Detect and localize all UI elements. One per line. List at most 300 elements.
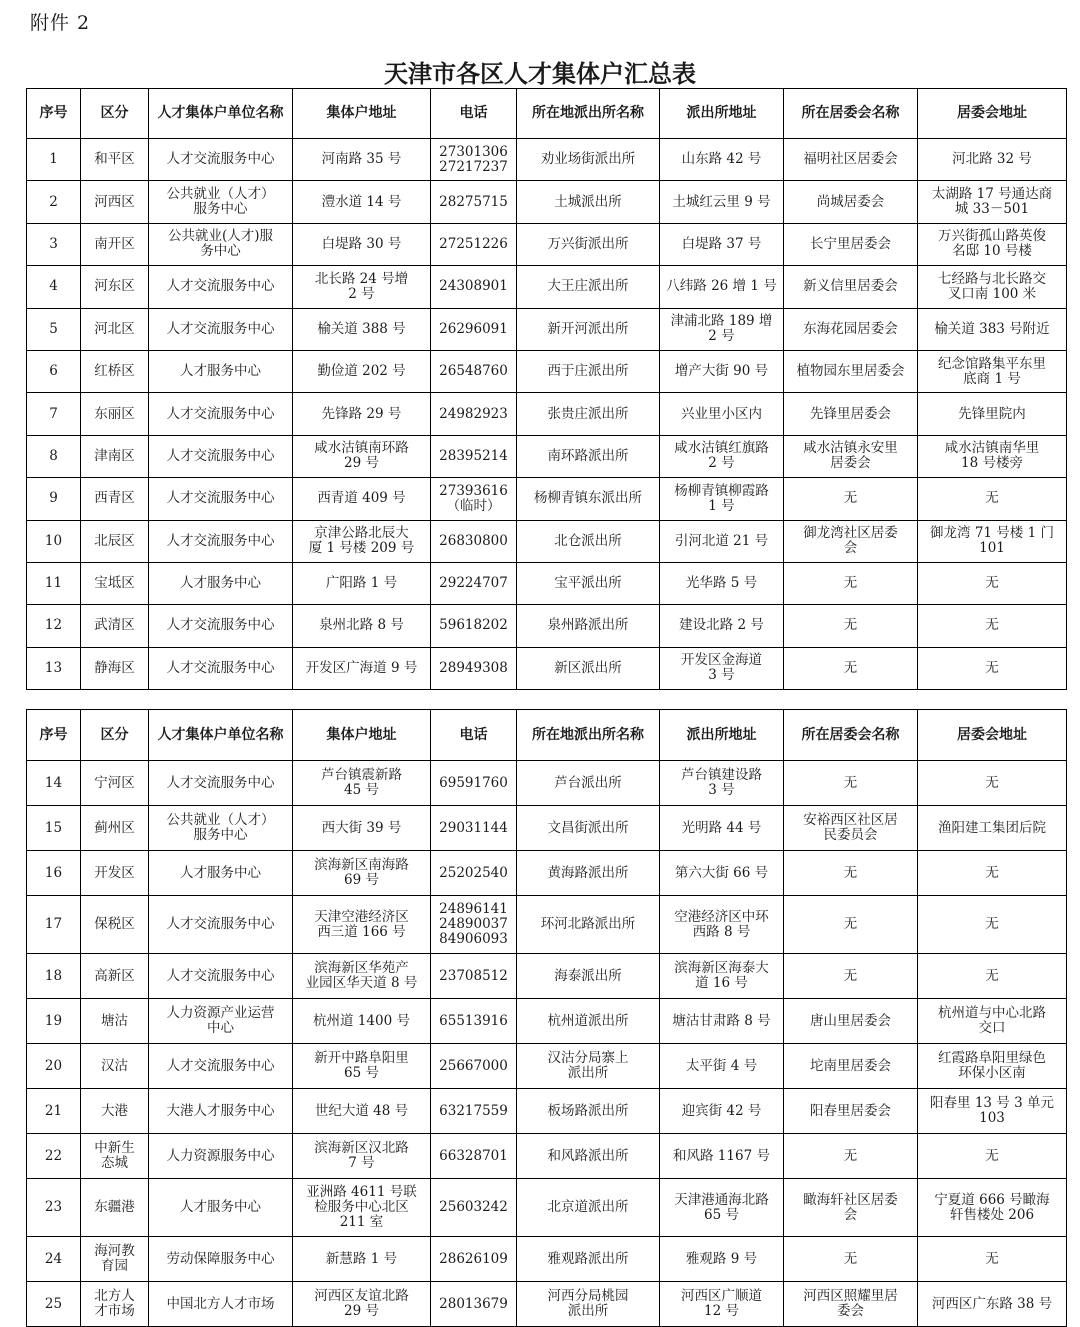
cell-serial-number: 11: [27, 562, 81, 604]
cell-serial-number: 3: [27, 223, 81, 265]
cell-line: 45 号: [344, 782, 379, 798]
cell-police-station: 宝平派出所: [517, 562, 660, 604]
cell-committee-name: 尚城居委会: [784, 181, 918, 223]
cell-committee-name: 植物园东里居委会: [784, 350, 918, 392]
cell-unit-name: 人才服务中心: [149, 350, 293, 392]
cell-committee-name: 无: [784, 1237, 918, 1282]
cell-serial-number: 12: [27, 605, 81, 647]
cell-line: 杨柳青镇柳霞路: [674, 482, 769, 499]
cell-police-station-address: 建设北路 2 号: [660, 605, 784, 647]
cell-household-address: [293, 435, 431, 477]
cell-line: 名称: [616, 105, 644, 121]
cell-serial-number: 15: [27, 806, 81, 851]
cell-phone: 26548760: [431, 350, 517, 392]
cell-unit-name: 人才交流服务中心: [149, 605, 293, 647]
table-row: [27, 1237, 1067, 1282]
cell-unit-name: 人才交流服务中心: [149, 896, 293, 954]
cell-household-address: [293, 520, 431, 562]
cell-phone: [431, 478, 517, 520]
cell-police-station: 新开河派出所: [517, 308, 660, 350]
cell-line: 北方人: [94, 1288, 135, 1304]
cell-line: 安裕西区社区居: [803, 812, 898, 828]
cell-line: 咸水沽镇南华里: [944, 440, 1040, 457]
cell-police-station: 南环路派出所: [517, 435, 660, 477]
column-header-phone: 电话: [431, 89, 517, 139]
cell-district: [81, 1134, 149, 1179]
cell-line: 服务中心: [193, 201, 248, 218]
cell-line: 24896141: [439, 901, 508, 917]
cell-unit-name: 人力资源服务中心: [149, 1134, 293, 1179]
cell-line: 才市场: [94, 1303, 135, 1319]
cell-committee-address: [918, 520, 1067, 562]
cell-phone: 28275715: [431, 181, 517, 223]
cell-line: 海河教: [94, 1243, 135, 1259]
cell-line: 阳春里 13 号 3 单元: [930, 1095, 1054, 1111]
column-header-police-station-address: 派出所地址: [660, 89, 784, 139]
cell-line: 211 室: [339, 1214, 384, 1230]
cell-police-station: 环河北路派出所: [517, 896, 660, 954]
cell-police-station-address: [660, 1282, 784, 1327]
cell-line: 27393616: [439, 482, 508, 499]
cell-committee-name: [784, 520, 918, 562]
cell-unit-name: 劳动保障服务中心: [149, 1237, 293, 1282]
cell-line: 中新生: [94, 1140, 135, 1156]
cell-serial-number: 8: [27, 435, 81, 477]
cell-district: 开发区: [81, 851, 149, 896]
cell-unit-name: 人才服务中心: [149, 1179, 293, 1237]
cell-phone: 28395214: [431, 435, 517, 477]
cell-household-address: 广阳路 1 号: [293, 562, 431, 604]
cell-unit-name: 人才交流服务中心: [149, 308, 293, 350]
cell-committee-name: 无: [784, 761, 918, 806]
cell-line: 所在地派出所: [532, 726, 616, 743]
cell-committee-name: 无: [784, 478, 918, 520]
cell-household-address: 榆关道 388 号: [293, 308, 431, 350]
cell-district: 河西区: [81, 181, 149, 223]
column-header-police-station: [517, 710, 660, 761]
cell-police-station-address: 光明路 44 号: [660, 806, 784, 851]
cell-line: 65 号: [344, 1065, 379, 1081]
cell-serial-number: 18: [27, 954, 81, 999]
column-header-police-station-address: 派出所地址: [660, 710, 784, 761]
cell-serial-number: 7: [27, 393, 81, 435]
cell-committee-name: 无: [784, 896, 918, 954]
cell-line: 公共就业（人才）: [166, 186, 275, 203]
cell-household-address: 澧水道 14 号: [293, 181, 431, 223]
cell-district: 西青区: [81, 478, 149, 520]
cell-committee-address: [918, 1044, 1067, 1089]
cell-line: 道 16 号: [695, 975, 748, 991]
cell-police-station-address: 和风路 1167 号: [660, 1134, 784, 1179]
cell-committee-address: 无: [918, 1237, 1067, 1282]
table-row: [27, 181, 1067, 223]
column-header-household-address: 集体户地址: [293, 710, 431, 761]
cell-police-station-address: 塘沽甘肃路 8 号: [660, 999, 784, 1044]
cell-unit-name: [149, 181, 293, 223]
cell-phone: [431, 139, 517, 181]
cell-serial-number: 14: [27, 761, 81, 806]
cell-district: 大港: [81, 1089, 149, 1134]
table-row: [27, 1134, 1067, 1179]
cell-serial-number: 13: [27, 647, 81, 689]
cell-household-address: [293, 896, 431, 954]
cell-committee-address: 无: [918, 954, 1067, 999]
column-header-committee-address: 居委会地址: [918, 710, 1067, 761]
table-row: [27, 139, 1067, 181]
cell-committee-address: [918, 435, 1067, 477]
cell-unit-name: 人才交流服务中心: [149, 435, 293, 477]
cell-committee-address: 无: [918, 1134, 1067, 1179]
cell-household-address: 新慧路 1 号: [293, 1237, 431, 1282]
cell-committee-name: 长宁里居委会: [784, 223, 918, 265]
cell-police-station: 黄海路派出所: [517, 851, 660, 896]
cell-unit-name: 人才交流服务中心: [149, 393, 293, 435]
cell-line: 空港经济区中环: [674, 908, 769, 925]
cell-police-station-address: [660, 954, 784, 999]
cell-line: 西路 8 号: [692, 923, 751, 940]
cell-phone: 29224707: [431, 562, 517, 604]
cell-serial-number: 20: [27, 1044, 81, 1089]
cell-committee-address: [918, 999, 1067, 1044]
cell-line: 京津公路北辰大: [314, 525, 409, 542]
table-row: [27, 1282, 1067, 1327]
table-row: [27, 562, 1067, 604]
cell-line: 3 号: [708, 782, 735, 798]
column-header-committee-address: 居委会地址: [918, 89, 1067, 139]
cell-line: 环保小区南: [958, 1065, 1026, 1081]
cell-line: 河西区广顺道: [681, 1288, 762, 1304]
cell-serial-number: 17: [27, 896, 81, 954]
cell-line: 派出所: [567, 1065, 609, 1081]
cell-unit-name: [149, 999, 293, 1044]
cell-committee-address: 无: [918, 851, 1067, 896]
table-row: [27, 1089, 1067, 1134]
cell-committee-name: 唐山里居委会: [784, 999, 918, 1044]
cell-household-address: [293, 1282, 431, 1327]
cell-committee-address: 无: [918, 761, 1067, 806]
cell-serial-number: 16: [27, 851, 81, 896]
cell-unit-name: [149, 806, 293, 851]
table-row: [27, 266, 1067, 308]
cell-line: 汉沽分局寨上: [547, 1050, 629, 1066]
cell-police-station-address: [660, 435, 784, 477]
cell-police-station-address: 兴业里小区内: [660, 393, 784, 435]
cell-line: 瞰海轩社区居委: [803, 1191, 898, 1208]
cell-unit-name: 人才交流服务中心: [149, 1044, 293, 1089]
cell-line: 纪念馆路集平东里: [938, 355, 1046, 372]
cell-line: 103: [979, 1110, 1005, 1126]
cell-line: 滨海新区南海路: [314, 857, 409, 873]
cell-police-station: 新区派出所: [517, 647, 660, 689]
table-row: [27, 223, 1067, 265]
cell-line: 太湖路 17 号通达商: [931, 186, 1053, 203]
cell-police-station-address: 太平街 4 号: [660, 1044, 784, 1089]
cell-line: 城 33－501: [954, 201, 1030, 218]
cell-committee-name: 新义信里居委会: [784, 266, 918, 308]
cell-committee-name: 先锋里居委会: [784, 393, 918, 435]
cell-line: 7 号: [348, 1155, 375, 1171]
cell-unit-name: 人才交流服务中心: [149, 520, 293, 562]
cell-line: 公共就业（人才）: [166, 812, 275, 828]
cell-line: 河西区友谊北路: [314, 1288, 409, 1304]
cell-phone: 27251226: [431, 223, 517, 265]
column-header-committee-name: 所在居委会名称: [784, 89, 918, 139]
cell-line: 滨海新区海泰大: [674, 960, 769, 976]
cell-committee-name: 阳春里居委会: [784, 1089, 918, 1134]
cell-line: 七经路与北长路交: [938, 270, 1046, 287]
cell-line: 杭州道与中心北路: [938, 1005, 1046, 1021]
cell-police-station-address: 第六大街 66 号: [660, 851, 784, 896]
column-header-serial-number: 序号: [27, 89, 81, 139]
cell-line: 务中心: [200, 243, 241, 260]
column-header-household-address: 集体户地址: [293, 89, 431, 139]
cell-line: 会: [843, 1206, 858, 1223]
cell-line: 检服务中心北区: [314, 1199, 409, 1215]
cell-committee-name: 东海花园居委会: [784, 308, 918, 350]
cell-police-station: 劝业场街派出所: [517, 139, 660, 181]
column-header-committee-name: 所在居委会名称: [784, 710, 918, 761]
cell-committee-address: [918, 266, 1067, 308]
cell-phone: 28949308: [431, 647, 517, 689]
cell-unit-name: 中国北方人才市场: [149, 1282, 293, 1327]
cell-line: 中心: [207, 1020, 234, 1036]
cell-serial-number: 25: [27, 1282, 81, 1327]
cell-serial-number: 24: [27, 1237, 81, 1282]
cell-committee-address: 无: [918, 896, 1067, 954]
cell-line: 北长路 24 号增: [314, 270, 409, 287]
cell-line: （临时）: [446, 497, 501, 514]
column-header-unit-name: [149, 89, 293, 139]
cell-serial-number: 21: [27, 1089, 81, 1134]
cell-line: 态城: [101, 1155, 128, 1171]
cell-police-station: 大王庄派出所: [517, 266, 660, 308]
cell-line: 御龙湾 71 号楼 1 门: [930, 525, 1054, 542]
cell-serial-number: 19: [27, 999, 81, 1044]
table-row: [27, 647, 1067, 689]
cell-line: 2 号: [348, 285, 375, 302]
cell-serial-number: 1: [27, 139, 81, 181]
table-row: [27, 435, 1067, 477]
cell-line: 厦 1 号楼 209 号: [308, 540, 415, 557]
cell-serial-number: 2: [27, 181, 81, 223]
column-header-district: 区分: [81, 89, 149, 139]
cell-line: 河西区照耀里居: [803, 1288, 898, 1304]
column-header-district: 区分: [81, 710, 149, 761]
cell-line: 3 号: [708, 667, 735, 684]
cell-household-address: [293, 266, 431, 308]
cell-unit-name: 人才服务中心: [149, 851, 293, 896]
cell-committee-address: 无: [918, 605, 1067, 647]
cell-line: 2 号: [708, 328, 735, 345]
cell-district: 和平区: [81, 139, 149, 181]
cell-police-station: 万兴街派出所: [517, 223, 660, 265]
cell-household-address: [293, 954, 431, 999]
cell-district: 高新区: [81, 954, 149, 999]
table-row: [27, 393, 1067, 435]
cell-police-station: 北京道派出所: [517, 1179, 660, 1237]
cell-line: 咸水沽镇永安里: [803, 440, 898, 457]
cell-phone: 26830800: [431, 520, 517, 562]
cell-serial-number: 10: [27, 520, 81, 562]
cell-line: 27217237: [439, 158, 508, 175]
cell-line: 名称: [616, 726, 644, 743]
cell-committee-address: 无: [918, 478, 1067, 520]
attachment-label: 附件 2: [30, 12, 91, 34]
cell-district: 保税区: [81, 896, 149, 954]
cell-household-address: [293, 1044, 431, 1089]
cell-household-address: 西大街 39 号: [293, 806, 431, 851]
cell-phone: 65513916: [431, 999, 517, 1044]
cell-line: 民委员会: [823, 827, 878, 843]
table-row: [27, 478, 1067, 520]
cell-line: 御龙湾社区居委: [803, 525, 898, 542]
cell-household-address: 世纪大道 48 号: [293, 1089, 431, 1134]
cell-line: 24890037: [439, 916, 508, 932]
cell-unit-name: 人才服务中心: [149, 562, 293, 604]
cell-serial-number: 9: [27, 478, 81, 520]
table-row: [27, 851, 1067, 896]
cell-line: 天津港通海北路: [674, 1191, 769, 1208]
cell-police-station: 海泰派出所: [517, 954, 660, 999]
cell-committee-address: [918, 181, 1067, 223]
cell-household-address: [293, 851, 431, 896]
cell-police-station: 杭州道派出所: [517, 999, 660, 1044]
table-row: [27, 896, 1067, 954]
column-header-serial-number: 序号: [27, 710, 81, 761]
cell-committee-name: [784, 1179, 918, 1237]
cell-police-station-address: 白堤路 37 号: [660, 223, 784, 265]
cell-committee-address: 渔阳建工集团后院: [918, 806, 1067, 851]
cell-police-station: 芦台派出所: [517, 761, 660, 806]
cell-line: 芦台镇震新路: [321, 767, 402, 783]
cell-line: 18 号楼旁: [961, 455, 1023, 472]
table-row: [27, 761, 1067, 806]
cell-line: 派出所: [567, 1303, 609, 1319]
cell-serial-number: 4: [27, 266, 81, 308]
cell-police-station: 文昌街派出所: [517, 806, 660, 851]
cell-line: 27301306: [439, 143, 508, 160]
cell-household-address: 杭州道 1400 号: [293, 999, 431, 1044]
cell-phone: 25202540: [431, 851, 517, 896]
cell-district: 南开区: [81, 223, 149, 265]
cell-line: 红霞路阜阳里绿色: [938, 1050, 1046, 1066]
cell-committee-address: 河西区广东路 38 号: [918, 1282, 1067, 1327]
cell-district: [81, 1282, 149, 1327]
cell-committee-name: 无: [784, 562, 918, 604]
table-row: [27, 954, 1067, 999]
cell-district: 宝坻区: [81, 562, 149, 604]
cell-district: [81, 1237, 149, 1282]
cell-line: 12 号: [704, 1303, 739, 1319]
cell-line: 底商 1 号: [963, 370, 1021, 387]
cell-unit-name: 人才交流服务中心: [149, 139, 293, 181]
cell-committee-address: 先锋里院内: [918, 393, 1067, 435]
cell-district: 东疆港: [81, 1179, 149, 1237]
column-header-police-station: [517, 89, 660, 139]
cell-phone: 28626109: [431, 1237, 517, 1282]
cell-line: 交口: [978, 1020, 1006, 1036]
cell-phone: [431, 896, 517, 954]
cell-police-station-address: [660, 1179, 784, 1237]
cell-police-station-address: [660, 761, 784, 806]
cell-police-station-address: [660, 308, 784, 350]
cell-committee-address: 无: [918, 562, 1067, 604]
cell-line: 服务中心: [193, 827, 248, 843]
cell-phone: 29031144: [431, 806, 517, 851]
cell-serial-number: 23: [27, 1179, 81, 1237]
cell-line: 会: [843, 540, 858, 557]
cell-line: 轩售楼处 206: [949, 1206, 1035, 1223]
cell-committee-name: 福明社区居委会: [784, 139, 918, 181]
cell-line: 名邸 10 号楼: [952, 243, 1032, 260]
column-header-unit-name: [149, 710, 293, 761]
cell-line: 滨海新区汉北路: [314, 1140, 409, 1156]
cell-household-address: 勤俭道 202 号: [293, 350, 431, 392]
cell-line: 2 号: [708, 455, 735, 472]
cell-district: 河北区: [81, 308, 149, 350]
cell-police-station-address: 增产大街 90 号: [660, 350, 784, 392]
cell-line: 咸水沽镇红旗路: [674, 440, 769, 457]
cell-household-address: 开发区广海道 9 号: [293, 647, 431, 689]
cell-phone: 69591760: [431, 761, 517, 806]
cell-unit-name: 大港人才服务中心: [149, 1089, 293, 1134]
cell-committee-name: 无: [784, 851, 918, 896]
cell-committee-address: [918, 1179, 1067, 1237]
cell-police-station: 和风路派出所: [517, 1134, 660, 1179]
cell-district: 东丽区: [81, 393, 149, 435]
cell-serial-number: 5: [27, 308, 81, 350]
cell-line: 宁夏道 666 号瞰海: [934, 1191, 1050, 1208]
cell-committee-address: 河北路 32 号: [918, 139, 1067, 181]
cell-district: 北辰区: [81, 520, 149, 562]
cell-district: 蓟州区: [81, 806, 149, 851]
cell-line: 河西分局桃园: [547, 1288, 629, 1304]
cell-committee-name: [784, 1282, 918, 1327]
cell-police-station-address: 土城红云里 9 号: [660, 181, 784, 223]
cell-line: 业园区华天道 8 号: [305, 975, 418, 991]
cell-household-address: [293, 1134, 431, 1179]
cell-phone: 59618202: [431, 605, 517, 647]
cell-police-station: 板场路派出所: [517, 1089, 660, 1134]
cell-line: 育园: [101, 1258, 128, 1274]
cell-phone: 24308901: [431, 266, 517, 308]
cell-household-address: 河南路 35 号: [293, 139, 431, 181]
table-row: [27, 999, 1067, 1044]
cell-unit-name: 人才交流服务中心: [149, 478, 293, 520]
cell-police-station: 张贵庄派出所: [517, 393, 660, 435]
cell-police-station: 雅观路派出所: [517, 1237, 660, 1282]
cell-line: 人才集体户: [157, 105, 228, 121]
cell-committee-address: [918, 223, 1067, 265]
cell-police-station-address: 引河北道 21 号: [660, 520, 784, 562]
cell-line: 101: [979, 540, 1005, 557]
cell-committee-address: 榆关道 383 号附近: [918, 308, 1067, 350]
cell-district: 宁河区: [81, 761, 149, 806]
cell-household-address: [293, 1179, 431, 1237]
cell-phone: 25603242: [431, 1179, 517, 1237]
cell-police-station: [517, 1044, 660, 1089]
table-row: [27, 806, 1067, 851]
cell-line: 人才集体户: [157, 726, 228, 743]
cell-line: 单位名称: [227, 105, 284, 121]
cell-police-station: 西于庄派出所: [517, 350, 660, 392]
cell-household-address: [293, 761, 431, 806]
cell-police-station-address: [660, 896, 784, 954]
cell-police-station-address: 迎宾街 42 号: [660, 1089, 784, 1134]
cell-district: 汉沽: [81, 1044, 149, 1089]
cell-police-station: 泉州路派出所: [517, 605, 660, 647]
cell-district: 塘沽: [81, 999, 149, 1044]
